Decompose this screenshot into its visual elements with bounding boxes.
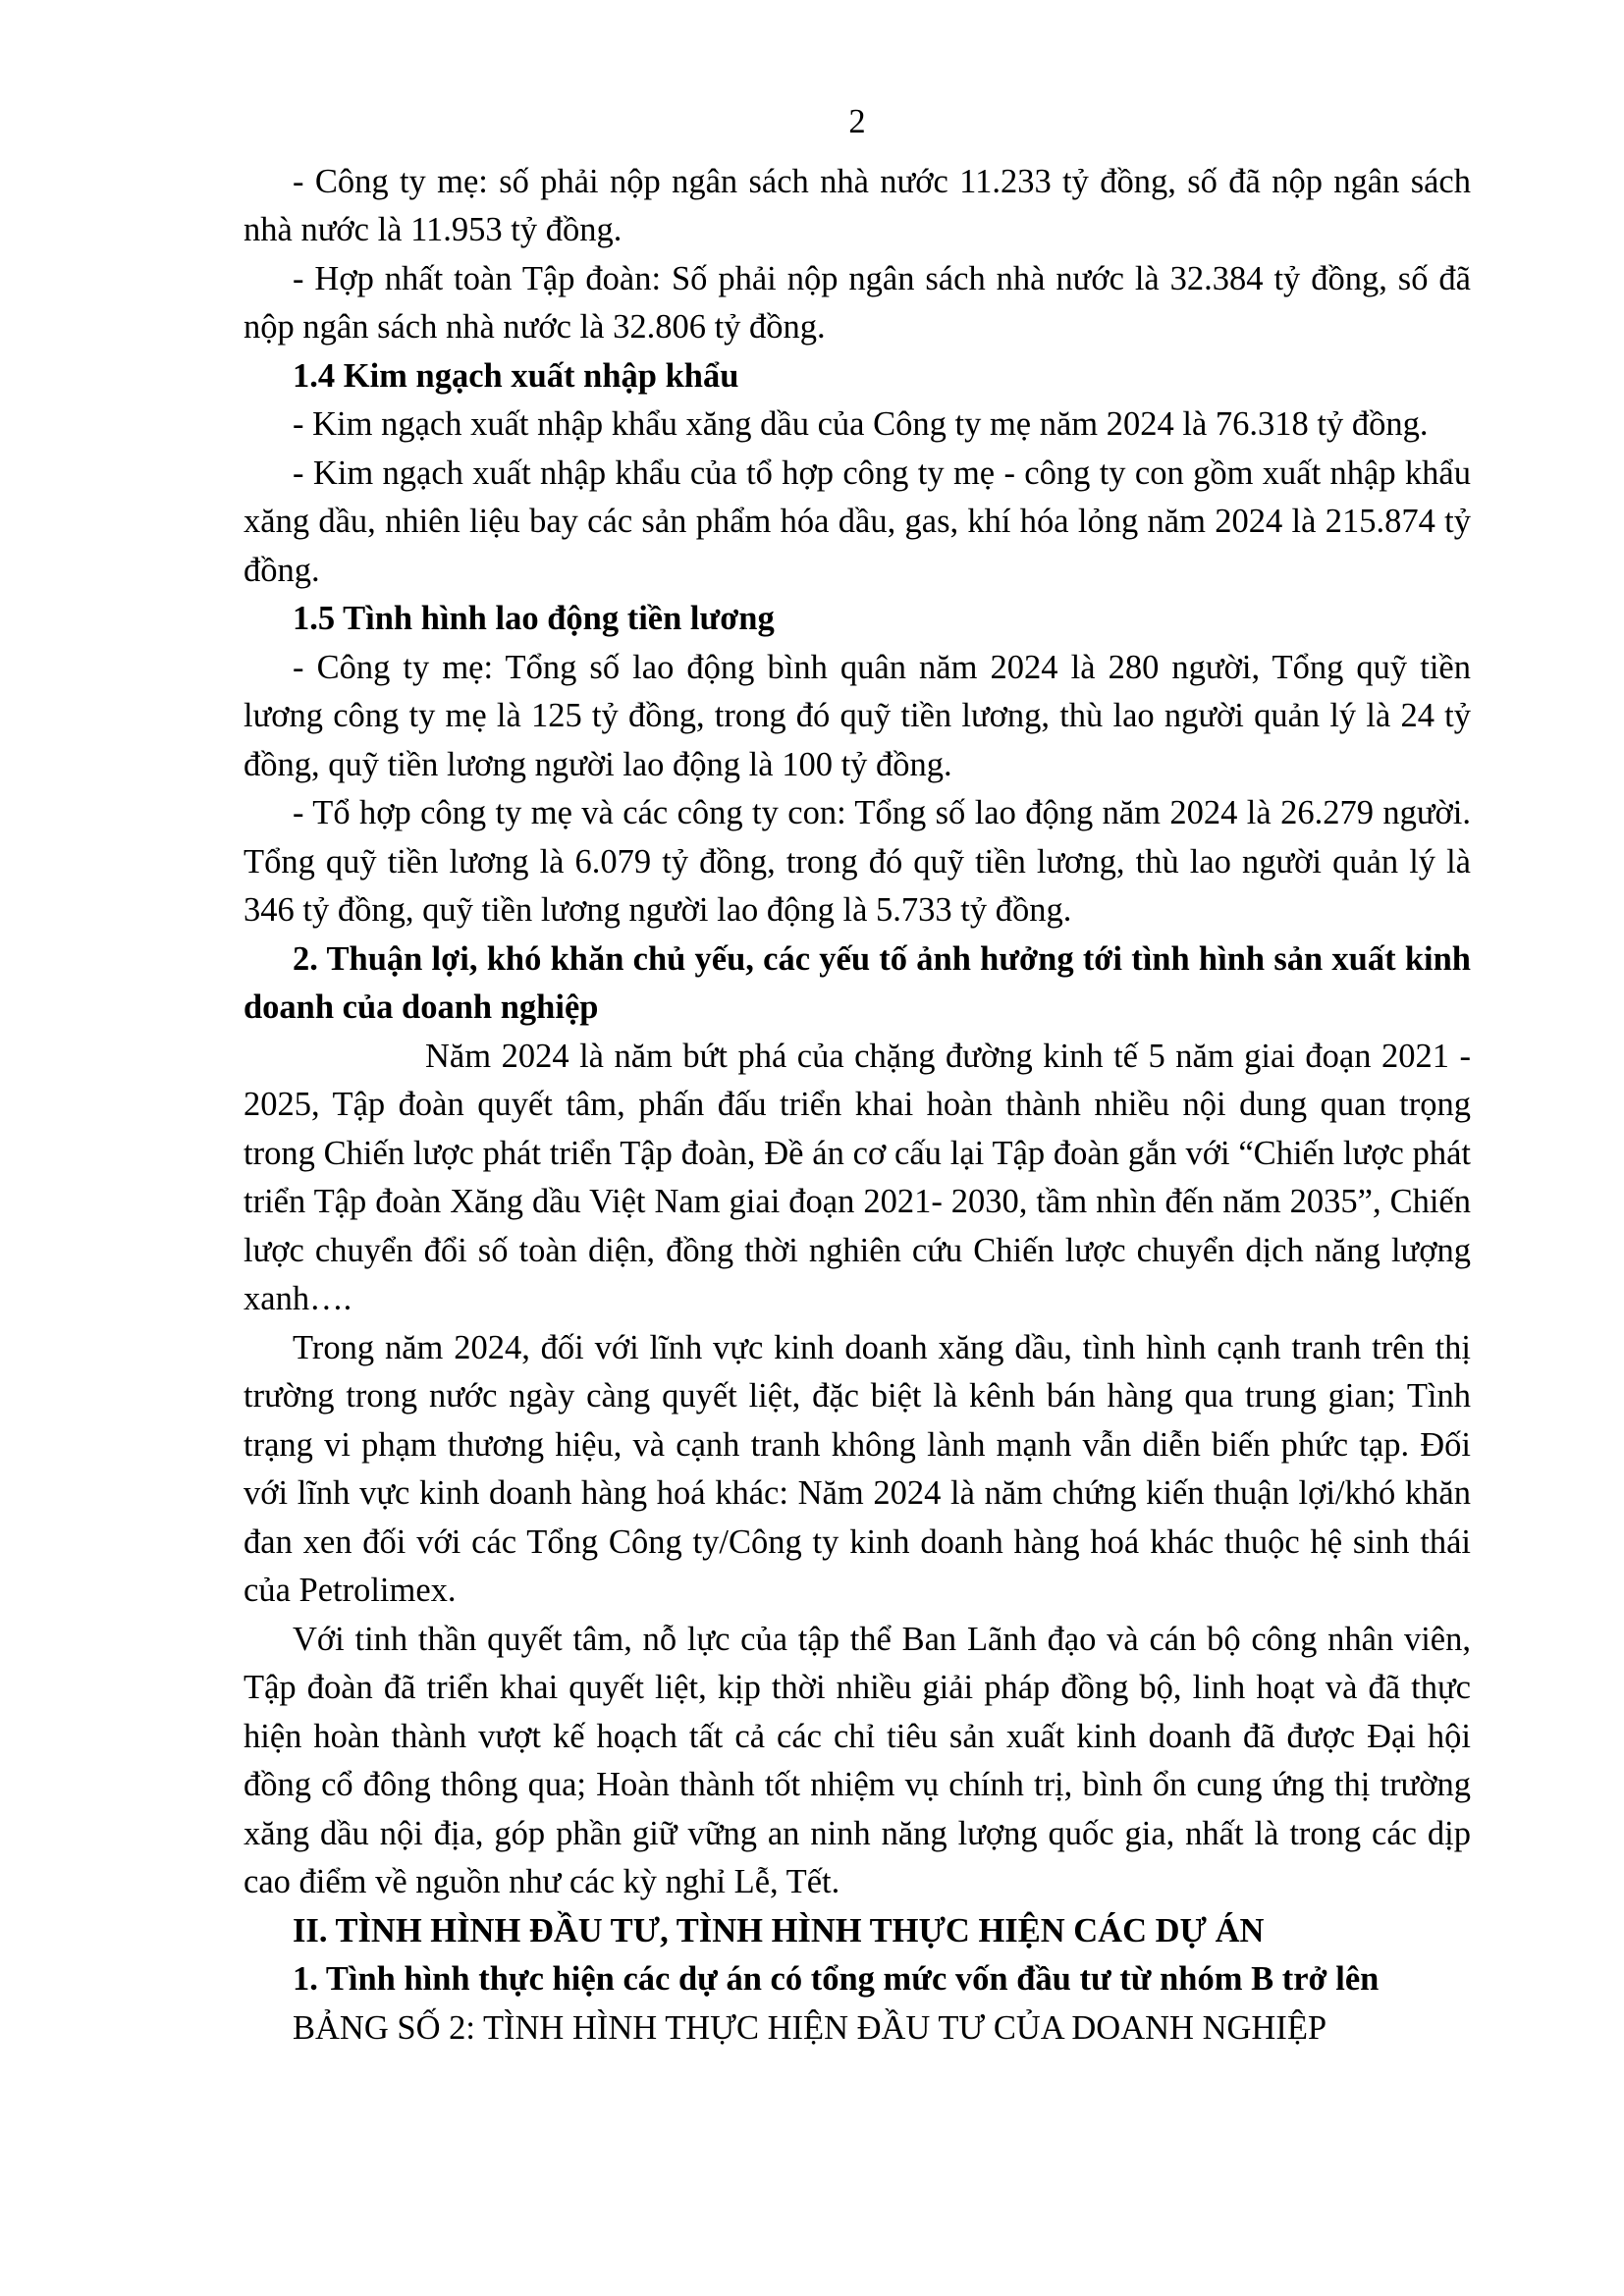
heading-labor-wages: 1.5 Tình hình lao động tiền lương <box>293 600 775 637</box>
page-number: 2 <box>848 103 866 140</box>
paragraph-parent-import-export: - Kim ngạch xuất nhập khẩu xăng dầu của Công ty mẹ năm 2024 là 76.318 tỷ đồng. <box>293 405 1429 443</box>
paragraph-group-import-export: - Kim ngạch xuất nhập khẩu của tổ hợp công ty mẹ - công ty con gồm xuất nhập khẩu xăng dầu, nhiên liệu bay các sản phẩm hóa dầu, gas, khí hóa lỏng năm 2024 là 215.874 tỷ đồng. <box>244 454 1471 589</box>
paragraph-group-labor: - Tổ hợp công ty mẹ và các công ty con: Tổng số lao động năm 2024 là 26.279 người. Tổng quỹ tiền lương là 6.079 tỷ đồng, trong đó quỹ tiền lương, thù lao người quản lý là 346 tỷ đồng, quỹ tiền lương người lao động là 5.733 tỷ đồng. <box>244 794 1471 929</box>
paragraph-parent-labor: - Công ty mẹ: Tổng số lao động bình quân năm 2024 là 280 người, Tổng quỹ tiền lương công ty mẹ là 125 tỷ đồng, trong đó quỹ tiền lương, thù lao người quản lý là 24 tỷ đồng, quỹ tiền lương người lao động là 100 tỷ đồng. <box>244 648 1471 783</box>
heading-advantages-difficulties: 2. Thuận lợi, khó khăn chủ yếu, các yếu tố ảnh hưởng tới tình hình sản xuất kinh doanh của doanh nghiệp <box>244 939 1471 1026</box>
paragraph-determination: Với tinh thần quyết tâm, nỗ lực của tập thể Ban Lãnh đạo và cán bộ công nhân viên, Tập đoàn đã triển khai quyết liệt, kịp thời nhiều giải pháp đồng bộ, linh hoạt và đã thực hiện hoàn thành vượt kế hoạch tất cả các chỉ tiêu sản xuất kinh doanh đã được Đại hội đồng cổ đông thông qua; Hoàn thành tốt nhiệm vụ chính trị, bình ổn cung ứng thị trường xăng dầu nội địa, góp phần giữ vững an ninh năng lượng quốc gia, nhất là trong các dịp cao điểm về nguồn như các kỳ nghỉ Lễ, Tết. <box>244 1620 1471 1900</box>
heading-investment-section: II. TÌNH HÌNH ĐẦU TƯ, TÌNH HÌNH THỰC HIỆN CÁC DỰ ÁN <box>293 1911 1265 1949</box>
paragraph-competition: Trong năm 2024, đối với lĩnh vực kinh doanh xăng dầu, tình hình cạnh tranh trên thị trường trong nước ngày càng quyết liệt, đặc biệt là kênh bán hàng qua trung gian; Tình trạng vi phạm thương hiệu, và cạnh tranh không lành mạnh vẫn diễn biến phức tạp. Đối với lĩnh vực kinh doanh hàng hoá khác: Năm 2024 là năm chứng kiến thuận lợi/khó khăn đan xen đối với các Tổng Công ty/Công ty kinh doanh hàng hoá khác thuộc hệ sinh thái của Petrolimex. <box>244 1328 1471 1609</box>
heading-project-implementation: 1. Tình hình thực hiện các dự án có tổng mức vốn đầu tư từ nhóm B trở lên <box>293 1960 1380 1998</box>
document-page <box>244 98 1471 2053</box>
paragraph-parent-budget: - Công ty mẹ: số phải nộp ngân sách nhà nước 11.233 tỷ đồng, số đã nộp ngân sách nhà nước là 11.953 tỷ đồng. <box>244 162 1471 248</box>
paragraph-group-budget: - Hợp nhất toàn Tập đoàn: Số phải nộp ngân sách nhà nước là 32.384 tỷ đồng, số đã nộp ngân sách nhà nước là 32.806 tỷ đồng. <box>244 259 1471 346</box>
table-title: BẢNG SỐ 2: TÌNH HÌNH THỰC HIỆN ĐẦU TƯ CỦA DOANH NGHIỆP <box>293 2008 1327 2047</box>
heading-import-export: 1.4 Kim ngạch xuất nhập khẩu <box>293 356 739 395</box>
paragraph-2024-breakthrough: Năm 2024 là năm bứt phá của chặng đường kinh tế 5 năm giai đoạn 2021 - 2025, Tập đoàn quyết tâm, phấn đấu triển khai hoàn thành nhiều nội dung quan trọng trong Chiến lược phát triển Tập đoàn, Đề án cơ cấu lại Tập đoàn gắn với “Chiến lược phát triển Tập đoàn Xăng dầu Việt Nam giai đoạn 2021- 2030, tầm nhìn đến năm 2035”, Chiến lược chuyển đổi số toàn diện, đồng thời nghiên cứu Chiến lược chuyển dịch năng lượng xanh…. <box>244 1037 1471 1317</box>
